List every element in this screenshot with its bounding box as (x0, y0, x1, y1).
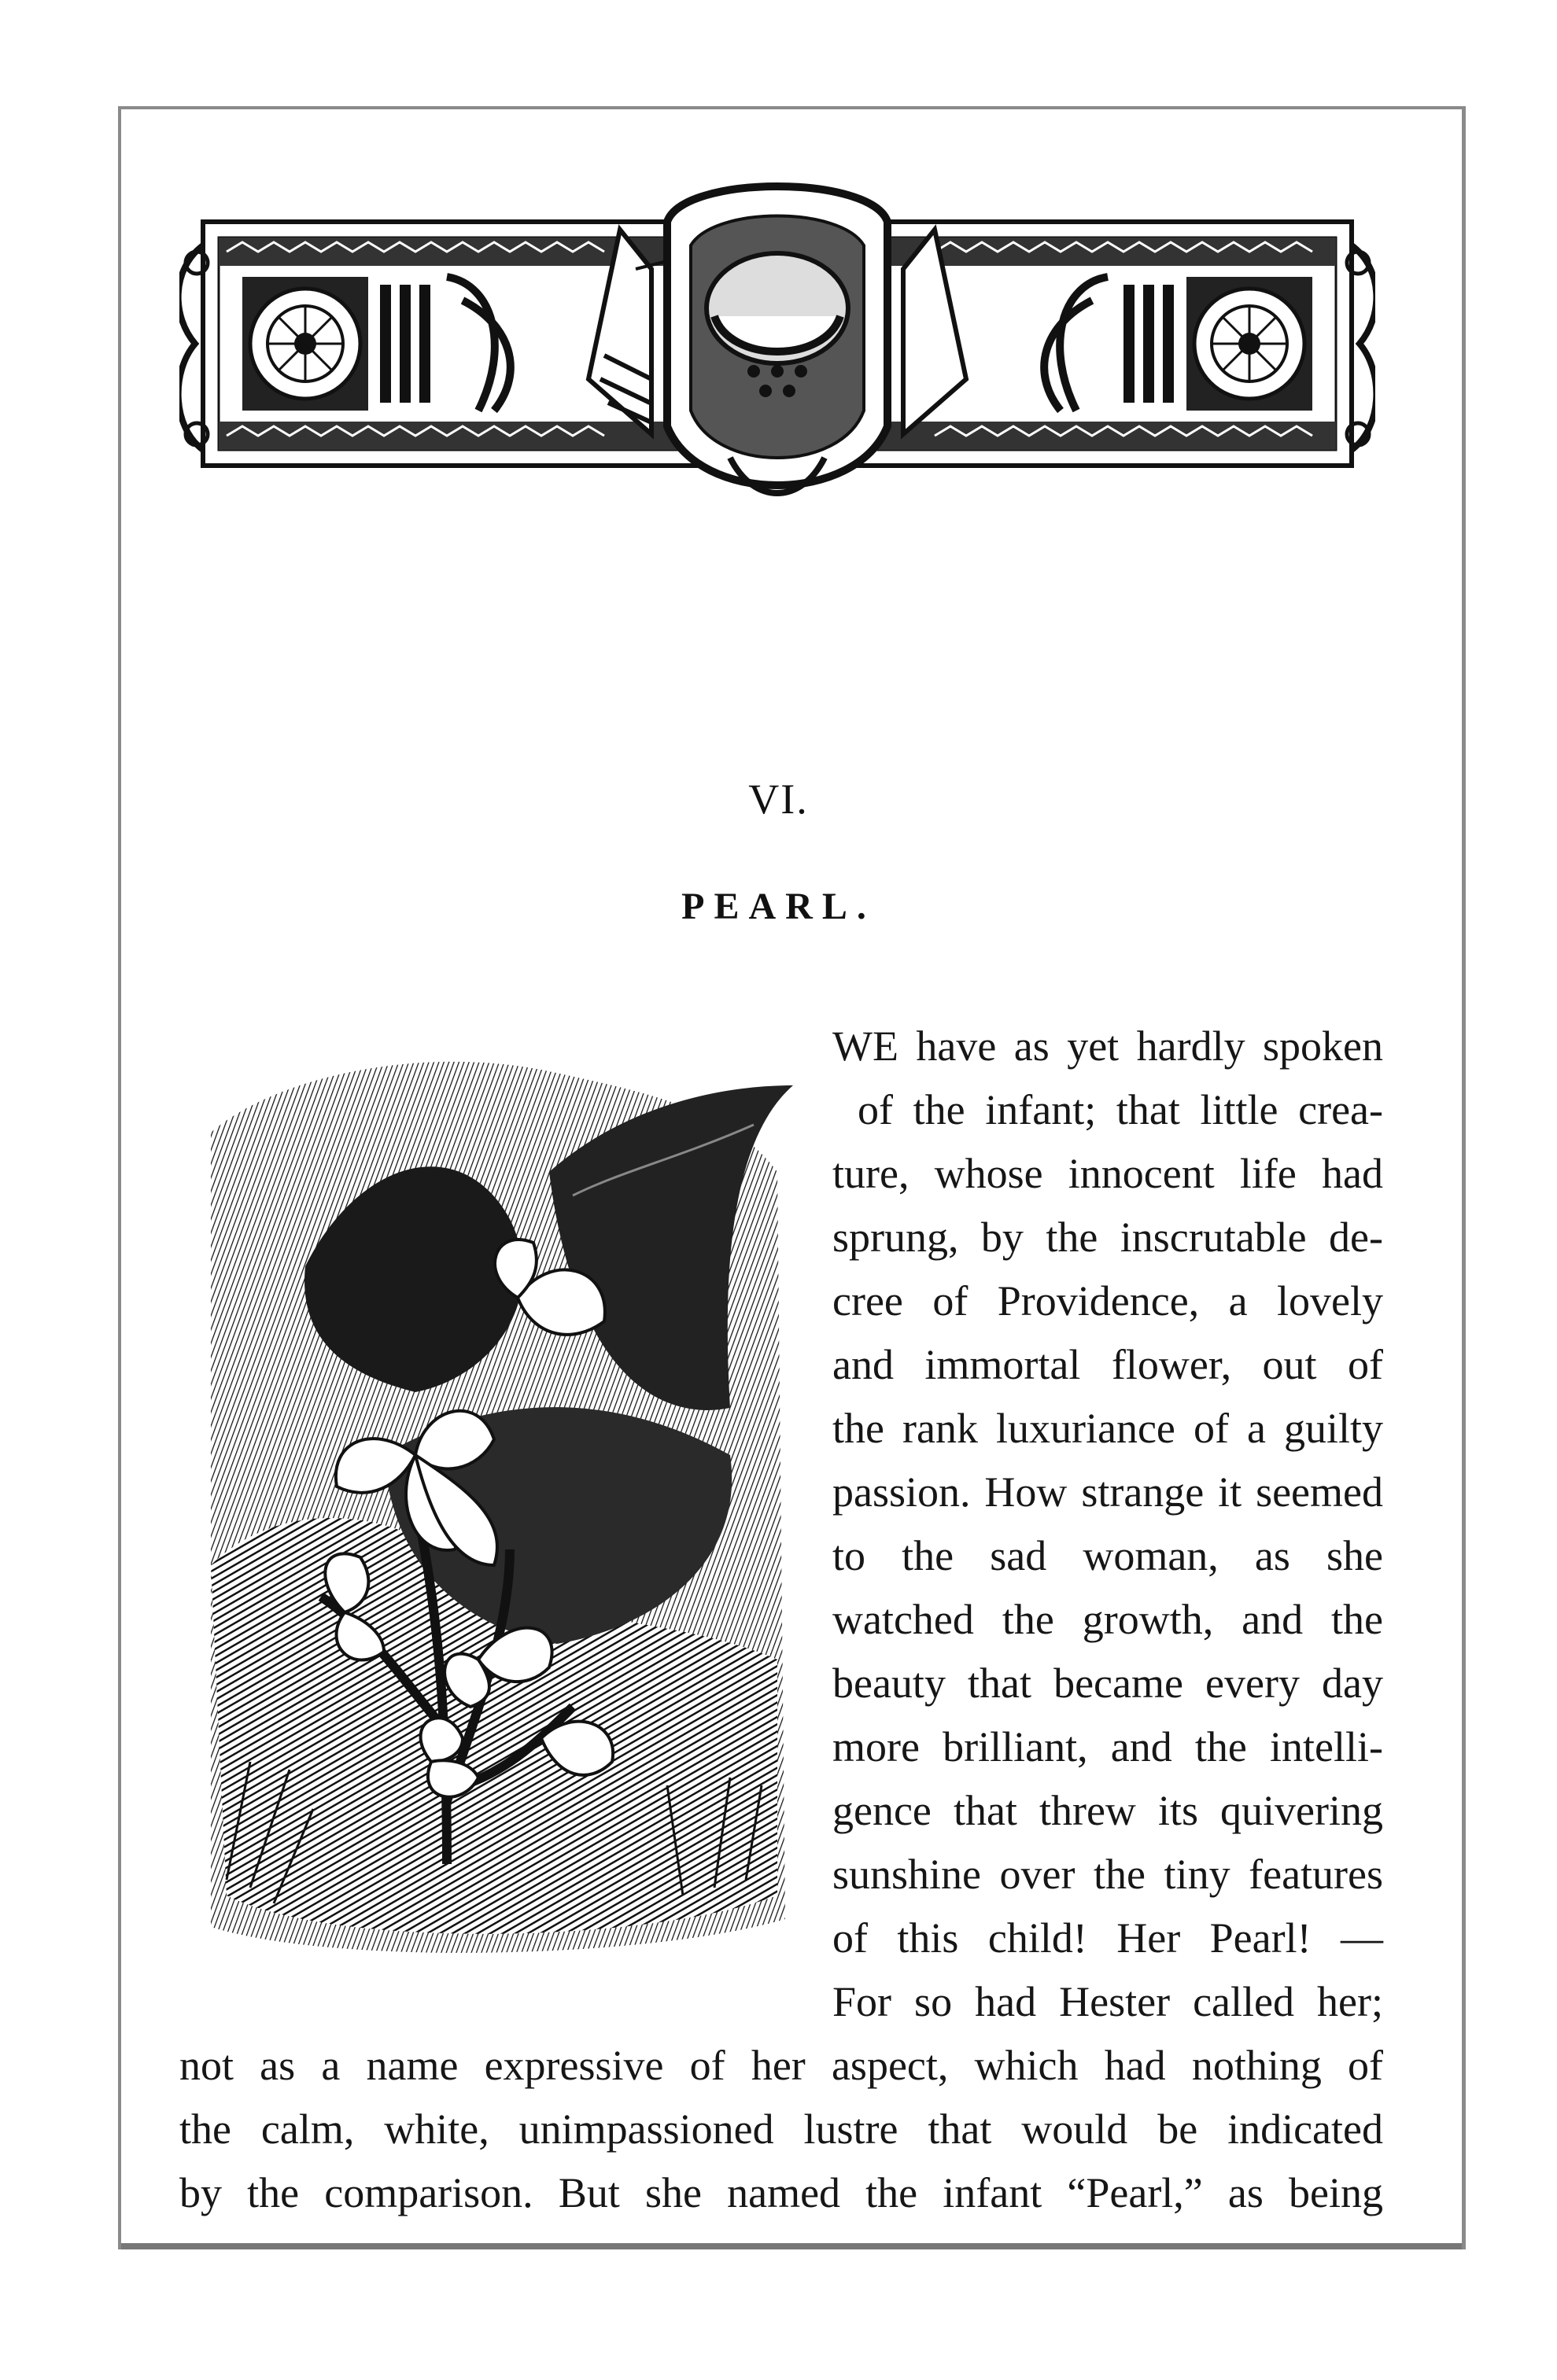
text-line-18: the calm, white, unimpassioned lustre that would be indicated (179, 2106, 1383, 2153)
chapter-number: VI. (748, 776, 809, 823)
chapter-title: PEARL. (681, 886, 876, 927)
text-line-7: the rank luxuriance of a guilty (832, 1405, 1383, 1452)
text-line-1: WE have as yet hardly spoken (832, 1022, 1383, 1070)
page-border-left (118, 106, 121, 2249)
text-line-3: ture, whose innocent life had (832, 1150, 1383, 1197)
page-border-bottom (118, 2243, 1465, 2249)
text-line-8: passion. How strange it seemed (832, 1468, 1383, 1516)
text-line-15: of this child! Her Pearl! — (832, 1914, 1383, 1962)
text-line-9: to the sad woman, as she (832, 1532, 1383, 1579)
page-border-top (118, 106, 1465, 109)
text-line-14: sunshine over the tiny features (832, 1851, 1383, 1898)
ornamental-header-engraving (179, 175, 1375, 529)
text-line-11: beauty that became every day (832, 1660, 1383, 1707)
text-line-12: more brilliant, and the intelli- (832, 1723, 1383, 1770)
text-line-5: cree of Providence, a lovely (832, 1277, 1383, 1324)
text-line-4: sprung, by the inscrutable de- (832, 1214, 1383, 1261)
text-line-16: For so had Hester called her; (832, 1978, 1383, 2025)
text-line-6: and immortal flower, out of (832, 1341, 1383, 1388)
text-line-17: not as a name expressive of her aspect, which had nothing of (179, 2042, 1383, 2089)
text-line-10: watched the growth, and the (832, 1596, 1383, 1643)
text-line-19: by the comparison. But she named the infant “Pearl,” as being (179, 2169, 1383, 2216)
flower-engraving-illustration (179, 1015, 801, 1966)
page-border-right (1462, 106, 1466, 2249)
text-line-13: gence that threw its quivering (832, 1787, 1383, 1834)
text-line-2: of the infant; that little crea- (858, 1086, 1383, 1133)
